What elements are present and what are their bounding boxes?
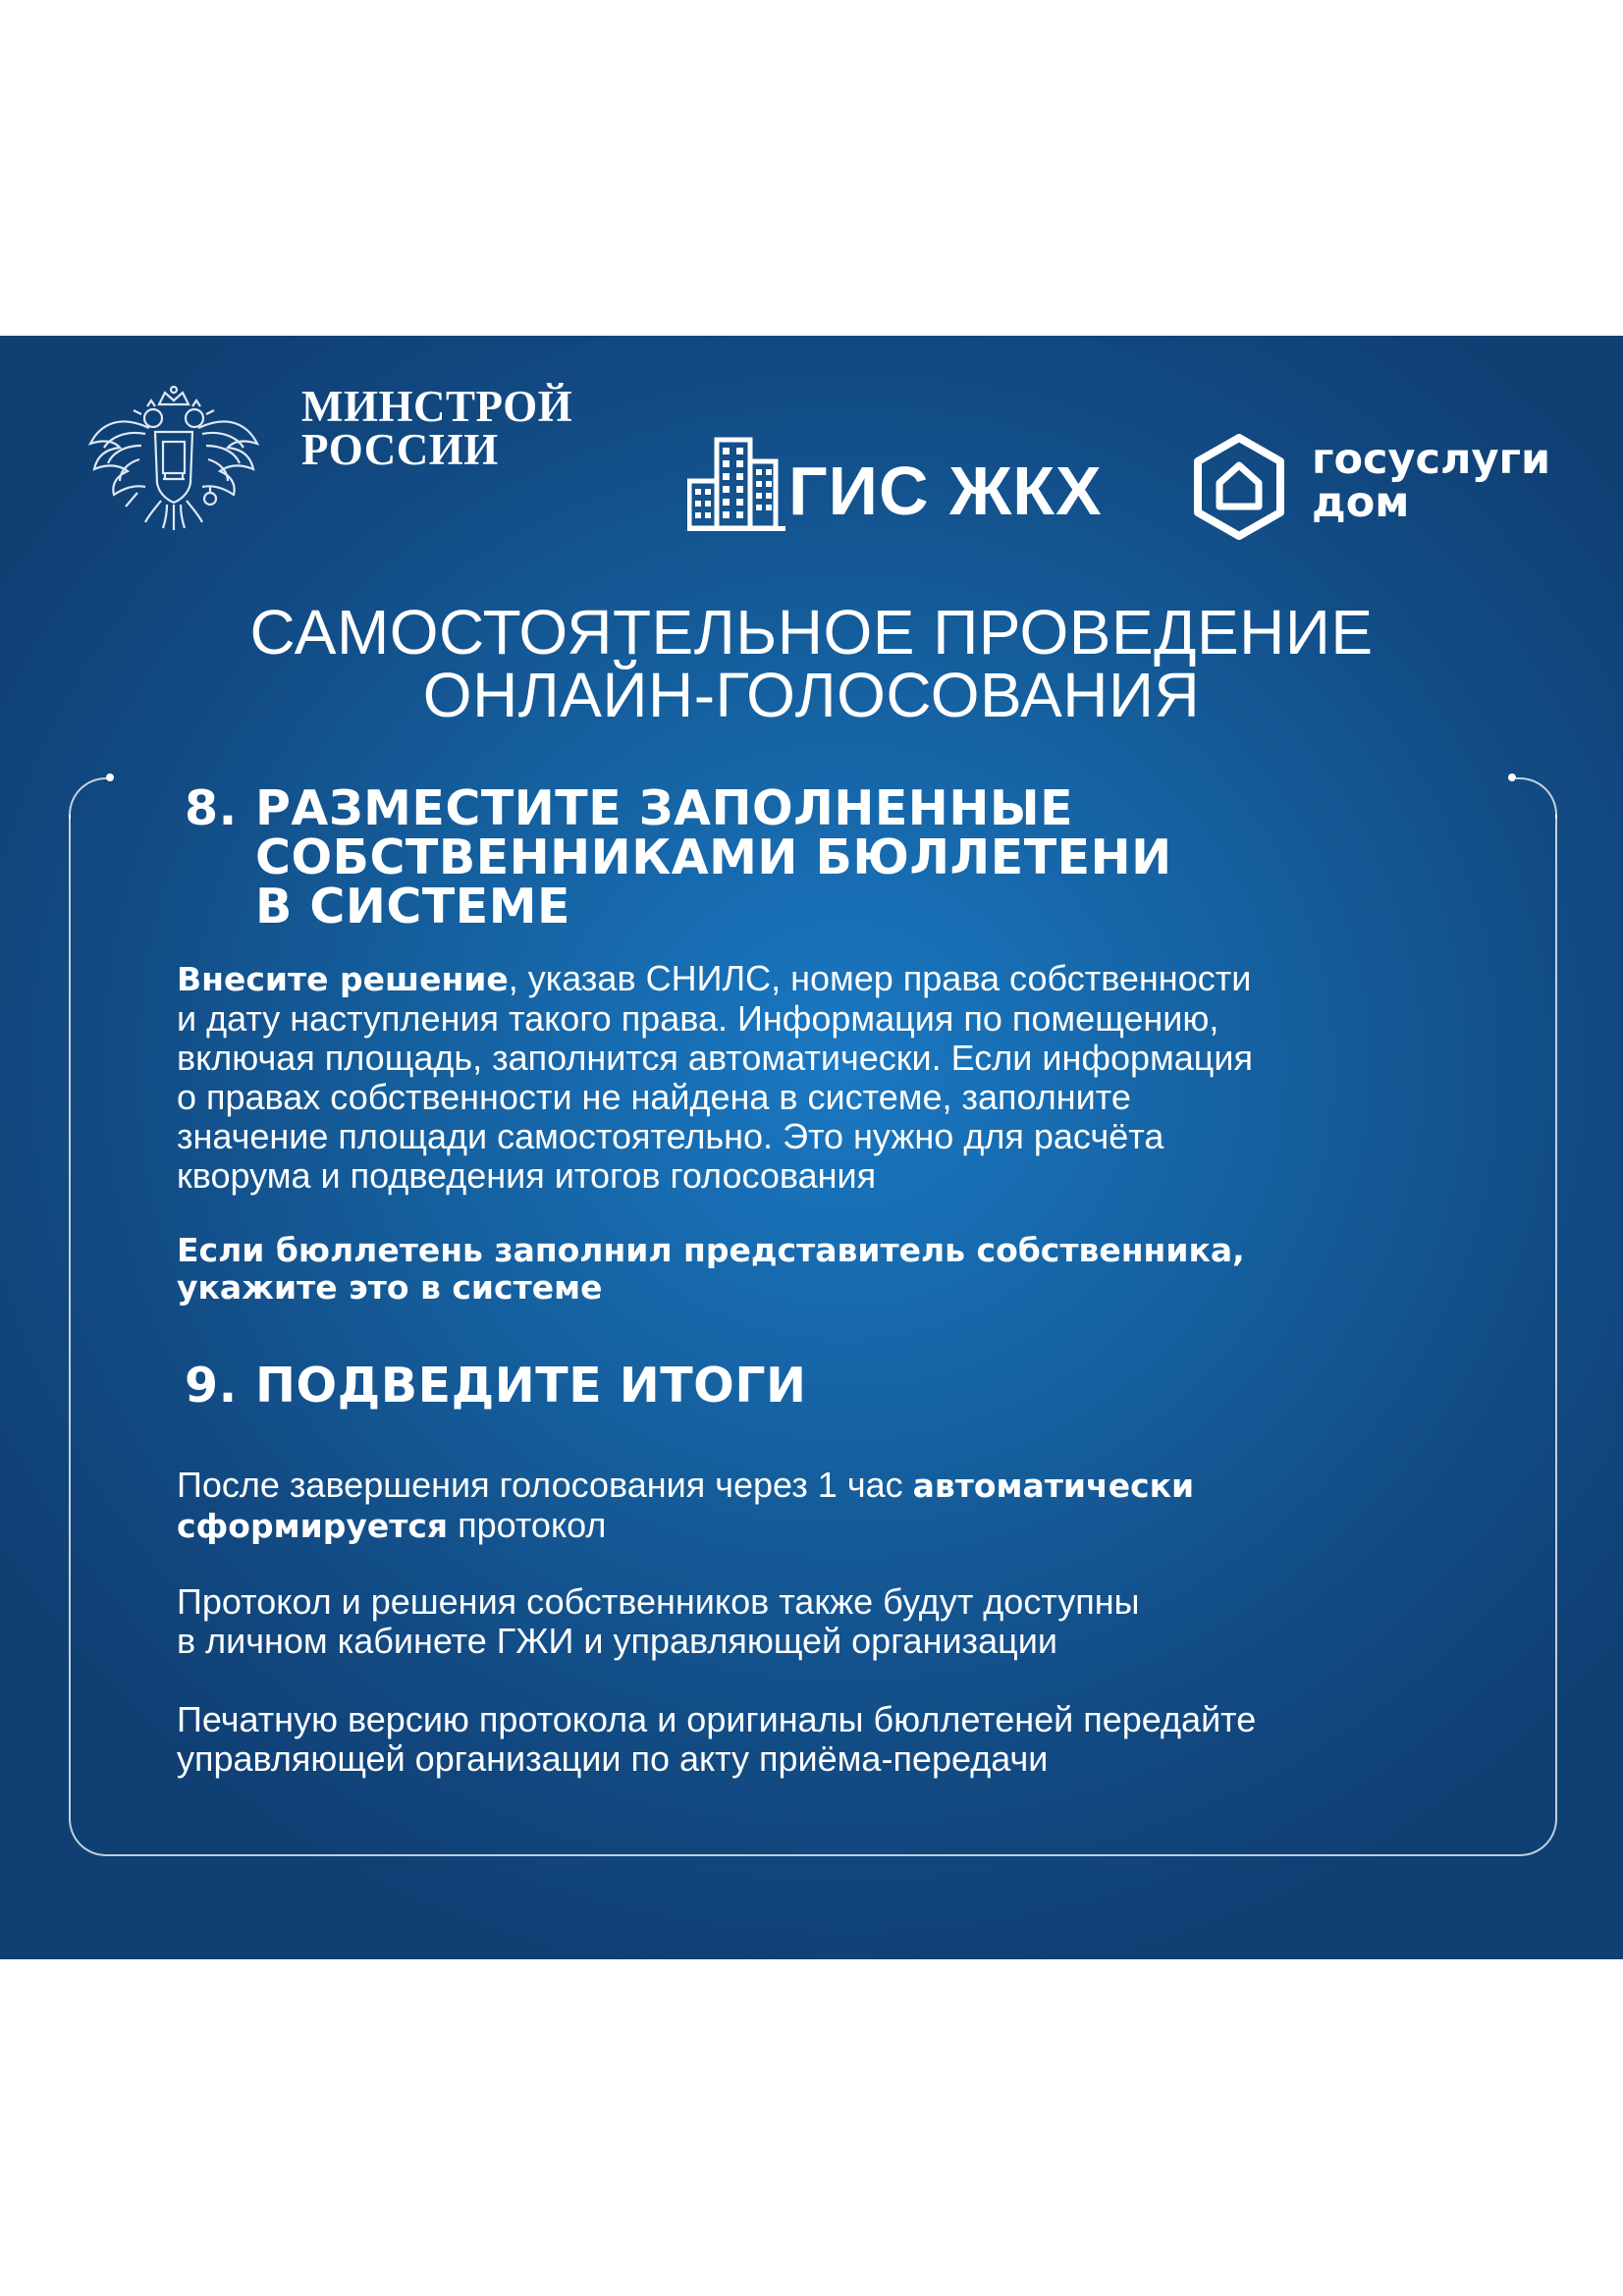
frame-corner-top-left [69, 777, 110, 819]
step9-para2-line: Протокол и решения собственников также будут доступны [177, 1581, 1140, 1622]
step9-para3-line: управляющей организации по акту приёма-передачи [177, 1738, 1049, 1779]
minstroy-line1: МИНСТРОЙ [301, 382, 573, 431]
page-title [0, 597, 1623, 730]
step8-para1-line: о правах собственности не найдена в системе, заполните [177, 1077, 1131, 1117]
step8-heading-line: В СИСТЕМЕ [255, 879, 570, 934]
poster [0, 336, 1623, 1959]
gis-zhkkh-wordmark: ГИС ЖКХ [788, 453, 1103, 529]
step8-paragraph-2 [177, 1232, 1245, 1307]
building-icon [687, 434, 785, 532]
step9-para1-line1-bold: автоматически [912, 1467, 1195, 1505]
step9-para1-line [177, 1466, 1194, 1506]
gosuslugi-dom-wordmark [1312, 435, 1551, 527]
step9-heading-lines [255, 1358, 807, 1414]
step8-heading-lines [255, 780, 1172, 934]
step8-para1-line: и дату наступления такого права. Информация по помещению, [177, 998, 1219, 1039]
step9-para1-line2-bold: сформируется [177, 1507, 449, 1545]
step8-number: 8. [185, 780, 238, 836]
frame-corner-top-right [1516, 777, 1557, 819]
step8-heading-line: СОБСТВЕННИКАМИ БЮЛЛЕТЕНИ [255, 829, 1172, 885]
step9-para1-line [177, 1506, 1194, 1546]
coat-of-arms-icon [81, 385, 267, 532]
step8-para2-line: укажите это в системе [177, 1268, 603, 1307]
frame-dot-left [106, 774, 114, 781]
title-line1: САМОСТОЯТЕЛЬНОЕ ПРОВЕДЕНИЕ [249, 597, 1374, 667]
minstroy-wordmark [301, 382, 573, 474]
frame-dot-right [1508, 774, 1516, 781]
step9-number: 9. [185, 1358, 238, 1414]
step9-para3-line: Печатную версию протокола и оригиналы бюллетеней передайте [177, 1699, 1257, 1739]
step9-para1-line1-start: После завершения голосования через 1 час [177, 1465, 913, 1505]
step8-para1-line: включая площадь, заполнится автоматически. Если информация [177, 1038, 1253, 1078]
step9-paragraph-2 [177, 1582, 1139, 1661]
gis-zhkkh-logo [687, 434, 1103, 542]
minstroy-logo [81, 382, 591, 532]
gosuslugi-line1: госуслуги [1312, 435, 1551, 484]
gosuslugi-dom-logo [1190, 434, 1583, 542]
step9-para1-line2-rest: протокол [448, 1505, 607, 1545]
minstroy-line2: РОССИИ [301, 425, 499, 474]
step9-heading-line: ПОДВЕДИТЕ ИТОГИ [255, 1358, 807, 1414]
step9-para2-line: в личном кабинете ГЖИ и управляющей организации [177, 1621, 1057, 1661]
step8-paragraph-1 [177, 959, 1253, 1196]
step8-para1-line1-rest: , указав СНИЛС, номер права собственности [508, 958, 1252, 998]
step8-para1-line: кворума и подведения итогов голосования [177, 1155, 877, 1196]
house-icon [1190, 434, 1288, 540]
step8-para1-line [177, 959, 1253, 999]
step8-para2-line: Если бюллетень заполнил представитель собственника, [177, 1231, 1245, 1269]
step8-para1-line: значение площади самостоятельно. Это нужно для расчёта [177, 1116, 1164, 1156]
gosuslugi-line2: дом [1312, 478, 1410, 527]
step8-heading-line: РАЗМЕСТИТЕ ЗАПОЛНЕННЫЕ [255, 780, 1074, 836]
title-line2: ОНЛАЙН-ГОЛОСОВАНИЯ [422, 660, 1201, 730]
step8-bold-lead: Внесите решение [177, 960, 509, 998]
step9-paragraph-1 [177, 1466, 1194, 1546]
step9-paragraph-3 [177, 1700, 1256, 1779]
